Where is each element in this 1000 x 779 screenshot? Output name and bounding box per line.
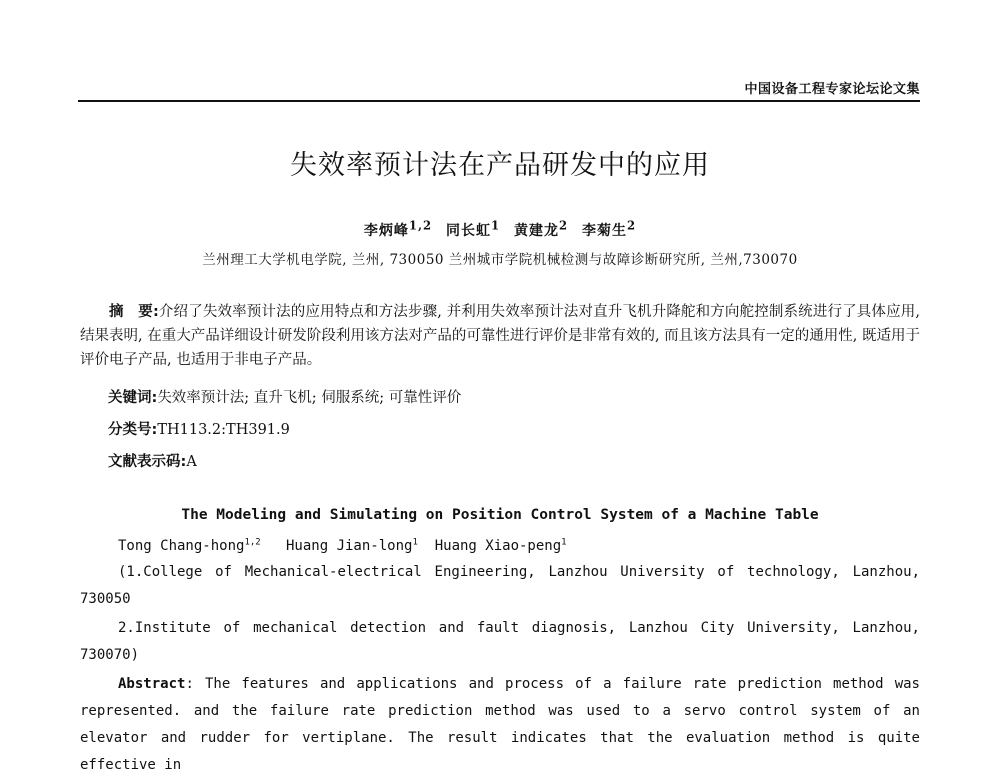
keywords-label: 关键词: (108, 390, 158, 406)
en-affiliation-1: (1.College of Mechanical-electrical Engineering, Lanzhou University of technology, Lanzhou, 730050 (80, 564, 920, 607)
en-abstract-label: Abstract (118, 676, 186, 692)
document-code-line (108, 450, 197, 471)
cn-abstract-label: 摘 要: (109, 304, 159, 320)
paper-title: 失效率预计法在产品研发中的应用 (290, 150, 710, 181)
header-divider (78, 100, 920, 102)
cn-abstract (80, 300, 920, 372)
en-abstract (80, 671, 920, 779)
cn-author-list (0, 218, 1000, 240)
cn-author: 李菊生$^2$ (582, 218, 637, 239)
en-author: Huang Jian-long$^1$ (286, 537, 418, 554)
cn-affiliation: 兰州理工大学机电学院, 兰州, 730050 兰州城市学院机械检测与故障诊断研究所, 兰州,730070 (202, 252, 798, 268)
en-title: The Modeling and Simulating on Position Control System of a Machine Table (181, 507, 819, 523)
cn-abstract-text: 介绍了失效率预计法的应用特点和方法步骤, 并利用失效率预计法对直升飞机升降舵和方向舵控制系统进行了具体应用, 结果表明, 在重大产品详细设计研发阶段利用该方法对产品的可靠性进行评价是非常有效的, 而且该方法具有一定的通用性, 既适用于评价电子产品, 也适用于非电子产品。 (80, 304, 920, 368)
en-abstract-text: : The features and applications and process of a failure rate prediction method was represented. and the failure rate prediction method was used to a servo control system of an elevator and rudder for vertiplane. The result indicates that the evaluation method is quite effective in (80, 676, 920, 773)
en-author: Tong Chang-hong$^{1,2}$ (118, 537, 261, 554)
classification-line (108, 418, 290, 439)
en-author: Huang Xiao-peng$^1$ (434, 537, 567, 554)
cn-author: 同长虹$^1$ (446, 218, 501, 239)
en-author-list (118, 537, 567, 554)
document-code-text: A (186, 454, 197, 470)
keywords-text: 失效率预计法; 直升飞机; 伺服系统; 可靠性评价 (157, 390, 462, 406)
en-affiliation-2: 2.Institute of mechanical detection and fault diagnosis, Lanzhou City University, Lanzhou, 730070) (80, 620, 920, 663)
keywords-line (108, 386, 461, 407)
classification-text: TH113.2:TH391.9 (157, 422, 290, 438)
classification-label: 分类号: (108, 422, 158, 438)
cn-author: 黄建龙$^2$ (514, 218, 569, 239)
document-code-label: 文献表示码: (108, 454, 187, 470)
cn-author: 李炳峰$^{1,2}$ (363, 218, 433, 239)
journal-header: 中国设备工程专家论坛论文集 (744, 82, 920, 97)
